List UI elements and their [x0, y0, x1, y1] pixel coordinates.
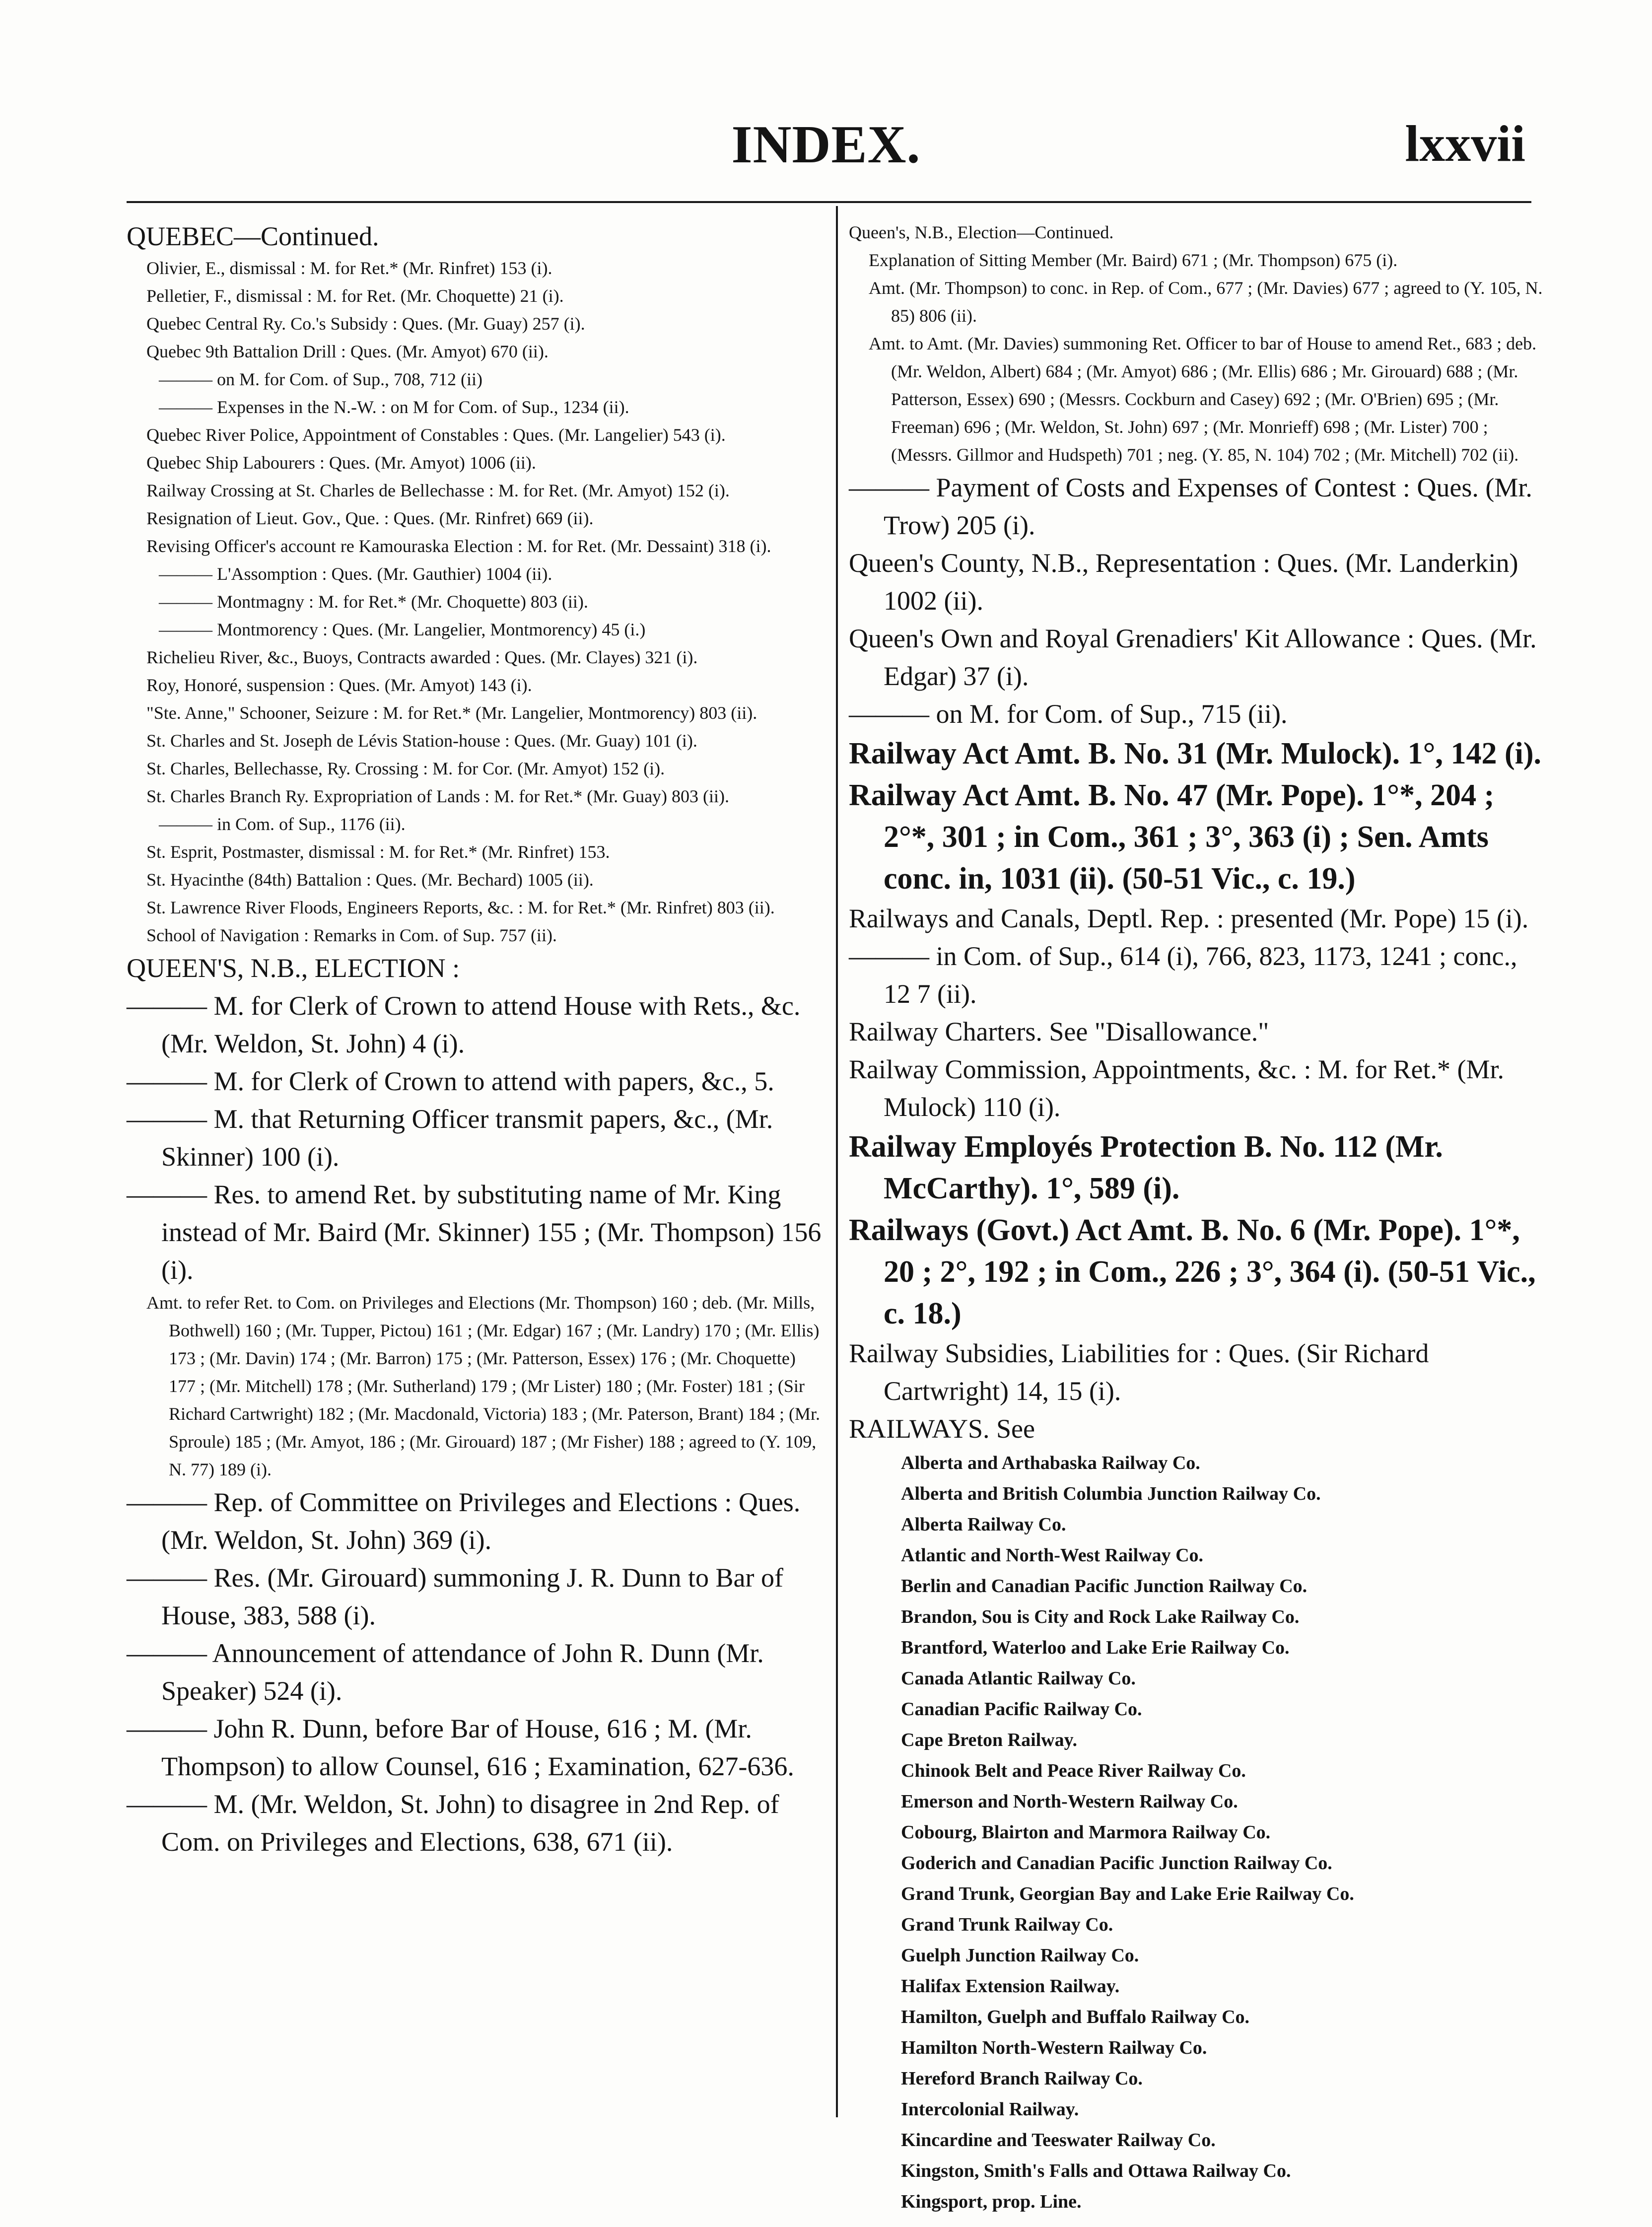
index-entry: Resignation of Lieut. Gov., Que. : Ques. (Mr. Rinfret) 669 (ii).	[146, 508, 594, 528]
index-entry: Amt. to Amt. (Mr. Davies) summoning Ret. Officer to bar of House to amend Ret., 683 ; deb. (Mr. Weldon, Albert) 684 ; (Mr. Amyot) 686 ; (Mr. Ellis) 686 ; Mr. Girouard) 688 ; (Mr. Patterson, Essex) 690 ; (Messrs. Cockburn and Casey) 692 ; (Mr. O'Brien) 695 ; (Mr. Freeman) 696 ; (Mr. Weldon, St. John) 697 ; (Mr. Monrieff) 698 ; (Mr. Lister) 700 ; (Messrs. Gillmor and Hudspeth) 701 ; neg. (Y. 85, N. 104) 702 ; (Mr. Mitchell) 702 (ii).	[869, 334, 1537, 465]
index-entry: RAILWAYS. See	[849, 1414, 1035, 1444]
index-entry: St. Charles, Bellechasse, Ry. Crossing : M. for Cor. (Mr. Amyot) 152 (i).	[146, 759, 665, 778]
index-entry: Queen's County, N.B., Representation : Ques. (Mr. Landerkin) 1002 (ii).	[849, 548, 1518, 616]
index-entry: Explanation of Sitting Member (Mr. Baird) 671 ; (Mr. Thompson) 675 (i).	[869, 250, 1398, 270]
index-entry: Quebec Ship Labourers : Ques. (Mr. Amyot) 1006 (ii).	[146, 453, 536, 473]
railway-reference: Alberta and Arthabaska Railway Co.	[901, 1453, 1200, 1473]
index-entry: ——— Rep. of Committee on Privileges and Elections : Ques. (Mr. Weldon, St. John) 369 (i).	[127, 1487, 801, 1555]
index-entry: ——— Montmagny : M. for Ret.* (Mr. Choquette) 803 (ii).	[159, 592, 588, 612]
index-entry: Railway Crossing at St. Charles de Bellechasse : M. for Ret. (Mr. Amyot) 152 (i).	[146, 481, 730, 500]
index-entry: ——— M. (Mr. Weldon, St. John) to disagree in 2nd Rep. of Com. on Privileges and Elections, 638, 671 (ii).	[127, 1789, 779, 1857]
index-entry: ——— Res. (Mr. Girouard) summoning J. R. Dunn to Bar of House, 383, 588 (i).	[127, 1563, 783, 1630]
railway-reference: Kingston, Smith's Falls and Ottawa Railway Co.	[901, 2160, 1291, 2181]
index-entry: Pelletier, F., dismissal : M. for Ret. (Mr. Choquette) 21 (i).	[146, 286, 564, 306]
railway-reference: Berlin and Canadian Pacific Junction Railway Co.	[901, 1576, 1308, 1597]
railway-reference: Cape Breton Railway.	[901, 1730, 1078, 1750]
index-entry: Railway Subsidies, Liabilities for : Ques. (Sir Richard Cartwright) 14, 15 (i).	[849, 1338, 1429, 1406]
index-entry: Queen's, N.B., Election—Continued.	[849, 222, 1114, 242]
railway-reference: Brantford, Waterloo and Lake Erie Railway Co.	[901, 1637, 1290, 1658]
railway-reference: Chinook Belt and Peace River Railway Co.	[901, 1760, 1246, 1781]
page-number: lxxvii	[1405, 115, 1525, 172]
index-entry: ——— Res. to amend Ret. by substituting name of Mr. King instead of Mr. Baird (Mr. Skinner) 155 ; (Mr. Thompson) 156 (i).	[127, 1180, 822, 1285]
index-entry: ——— in Com. of Sup., 1176 (ii).	[159, 814, 406, 834]
index-entry: ——— M. that Returning Officer transmit papers, &c., (Mr. Skinner) 100 (i).	[127, 1104, 773, 1172]
index-entry: "Ste. Anne," Schooner, Seizure : M. for Ret.* (Mr. Langelier, Montmorency) 803 (ii).	[146, 703, 757, 723]
page-header	[0, 0, 1652, 213]
index-entry: Quebec River Police, Appointment of Constables : Ques. (Mr. Langelier) 543 (i).	[146, 425, 726, 445]
index-entry: St. Charles and St. Joseph de Lévis Station-house : Ques. (Mr. Guay) 101 (i).	[146, 731, 697, 751]
index-entry: ——— in Com. of Sup., 614 (i), 766, 823, 1173, 1241 ; conc., 12 7 (ii).	[849, 941, 1517, 1009]
index-entry: Railways (Govt.) Act Amt. B. No. 6 (Mr. Pope). 1°*, 20 ; 2°, 192 ; in Com., 226 ; 3°, 364 (i). (50-51 Vic., c. 18.)	[849, 1213, 1536, 1330]
railway-reference: Intercolonial Railway.	[901, 2099, 1079, 2120]
railway-reference: Hereford Branch Railway Co.	[901, 2068, 1143, 2089]
railway-reference: Kingsport, prop. Line.	[901, 2191, 1082, 2212]
index-entry: Railways and Canals, Deptl. Rep. : presented (Mr. Pope) 15 (i).	[849, 904, 1529, 933]
railway-reference: Brandon, Sou is City and Rock Lake Railway Co.	[901, 1606, 1300, 1627]
railway-reference: Guelph Junction Railway Co.	[901, 1945, 1139, 1966]
page-title: INDEX.	[731, 115, 921, 174]
left-column	[127, 218, 826, 1861]
index-entry: ——— Payment of Costs and Expenses of Contest : Ques. (Mr. Trow) 205 (i).	[849, 473, 1532, 540]
index-entry: ——— M. for Clerk of Crown to attend with papers, &c., 5.	[127, 1066, 774, 1096]
index-entry: QUEEN'S, N.B., ELECTION :	[127, 953, 460, 983]
index-entry: ——— Montmorency : Ques. (Mr. Langelier, Montmorency) 45 (i.)	[159, 620, 646, 639]
railway-reference: Hamilton, Guelph and Buffalo Railway Co.	[901, 2007, 1250, 2027]
index-entry: Amt. (Mr. Thompson) to conc. in Rep. of Com., 677 ; (Mr. Davies) 677 ; agreed to (Y. 105, N. 85) 806 (ii).	[869, 278, 1543, 326]
index-entry: ——— L'Assomption : Ques. (Mr. Gauthier) 1004 (ii).	[159, 564, 552, 584]
index-entry: ——— M. for Clerk of Crown to attend House with Rets., &c. (Mr. Weldon, St. John) 4 (i).	[127, 991, 801, 1058]
railway-reference: Grand Trunk Railway Co.	[901, 1914, 1113, 1935]
index-entry: Quebec 9th Battalion Drill : Ques. (Mr. Amyot) 670 (ii).	[146, 342, 549, 361]
railway-reference: Alberta and British Columbia Junction Railway Co.	[901, 1483, 1321, 1504]
railway-reference: Alberta Railway Co.	[901, 1514, 1066, 1535]
index-entry: Richelieu River, &c., Buoys, Contracts awarded : Ques. (Mr. Clayes) 321 (i).	[146, 647, 698, 667]
railway-reference: Atlantic and North-West Railway Co.	[901, 1545, 1204, 1566]
railway-reference: Goderich and Canadian Pacific Junction Railway Co.	[901, 1853, 1332, 1874]
railway-reference: Grand Trunk, Georgian Bay and Lake Erie Railway Co.	[901, 1883, 1354, 1904]
index-entry: St. Lawrence River Floods, Engineers Reports, &c. : M. for Ret.* (Mr. Rinfret) 803 (ii).	[146, 898, 775, 917]
railway-reference: Emerson and North-Western Railway Co.	[901, 1791, 1238, 1812]
railway-reference-list	[849, 1448, 1544, 2217]
index-entry: ——— on M. for Com. of Sup., 715 (ii).	[849, 699, 1288, 729]
railway-reference: Halifax Extension Railway.	[901, 1976, 1120, 1997]
index-entry: St. Charles Branch Ry. Expropriation of Lands : M. for Ret.* (Mr. Guay) 803 (ii).	[146, 786, 730, 806]
index-entry: ——— John R. Dunn, before Bar of House, 616 ; M. (Mr. Thompson) to allow Counsel, 616 ; Examination, 627-636.	[127, 1714, 794, 1781]
index-entry: ——— on M. for Com. of Sup., 708, 712 (ii)	[159, 369, 482, 389]
index-entry: Railway Commission, Appointments, &c. : M. for Ret.* (Mr. Mulock) 110 (i).	[849, 1054, 1504, 1122]
index-entry: Amt. to refer Ret. to Com. on Privileges and Elections (Mr. Thompson) 160 ; deb. (Mr. Mills, Bothwell) 160 ; (Mr. Tupper, Pictou) 161 ; (Mr. Edgar) 167 ; (Mr. Landry) 170 ; (Mr. Ellis) 173 ; (Mr. Davin) 174 ; (Mr. Barron) 175 ; (Mr. Patterson, Essex) 176 ; (Mr. Choquette) 177 ; (Mr. Mitchell) 178 ; (Mr. Sutherland) 179 ; (Mr Lister) 180 ; (Mr. Foster) 181 ; (Sir Richard Cartwright) 182 ; (Mr. Macdonald, Victoria) 183 ; (Mr. Paterson, Brant) 184 ; (Mr. Sproule) 185 ; (Mr. Amyot, 186 ; (Mr. Girouard) 187 ; (Mr Fisher) 188 ; agreed to (Y. 109, N. 77) 189 (i).	[146, 1293, 820, 1479]
index-entry: Railway Act Amt. B. No. 31 (Mr. Mulock). 1°, 142 (i).	[849, 737, 1541, 770]
header-rule	[127, 201, 1531, 203]
index-entry: QUEBEC—Continued.	[127, 221, 379, 251]
railway-reference: Hamilton North-Western Railway Co.	[901, 2037, 1207, 2058]
index-entry: St. Esprit, Postmaster, dismissal : M. for Ret.* (Mr. Rinfret) 153.	[146, 842, 610, 862]
index-entry: ——— Expenses in the N.-W. : on M for Com. of Sup., 1234 (ii).	[159, 397, 629, 417]
column-divider	[836, 206, 838, 2117]
railway-reference: Kincardine and Teeswater Railway Co.	[901, 2130, 1216, 2151]
right-entries	[849, 218, 1544, 1448]
railway-reference: Canadian Pacific Railway Co.	[901, 1699, 1142, 1720]
railway-reference: Canada Atlantic Railway Co.	[901, 1668, 1136, 1689]
index-entry: St. Hyacinthe (84th) Battalion : Ques. (Mr. Bechard) 1005 (ii).	[146, 870, 594, 890]
index-entry: School of Navigation : Remarks in Com. of Sup. 757 (ii).	[146, 925, 557, 945]
index-entry: Railway Charters. See "Disallowance."	[849, 1017, 1269, 1046]
railway-reference: Cobourg, Blairton and Marmora Railway Co.	[901, 1822, 1271, 1843]
index-entry: Quebec Central Ry. Co.'s Subsidy : Ques. (Mr. Guay) 257 (i).	[146, 314, 585, 334]
index-entry: Queen's Own and Royal Grenadiers' Kit Allowance : Ques. (Mr. Edgar) 37 (i).	[849, 624, 1537, 691]
index-entry: Revising Officer's account re Kamouraska Election : M. for Ret. (Mr. Dessaint) 318 (i).	[146, 536, 771, 556]
index-entry: Railway Act Amt. B. No. 47 (Mr. Pope). 1°*, 204 ; 2°*, 301 ; in Com., 361 ; 3°, 363 (i) ; Sen. Amts conc. in, 1031 (ii). (50-51 Vic., c. 19.)	[849, 778, 1495, 896]
index-entry: ——— Announcement of attendance of John R. Dunn (Mr. Speaker) 524 (i).	[127, 1638, 764, 1706]
index-entry: Railway Employés Protection B. No. 112 (Mr. McCarthy). 1°, 589 (i).	[849, 1130, 1443, 1205]
index-entry: Roy, Honoré, suspension : Ques. (Mr. Amyot) 143 (i).	[146, 675, 532, 695]
right-column	[849, 218, 1544, 2217]
index-entry: Olivier, E., dismissal : M. for Ret.* (Mr. Rinfret) 153 (i).	[146, 258, 552, 278]
